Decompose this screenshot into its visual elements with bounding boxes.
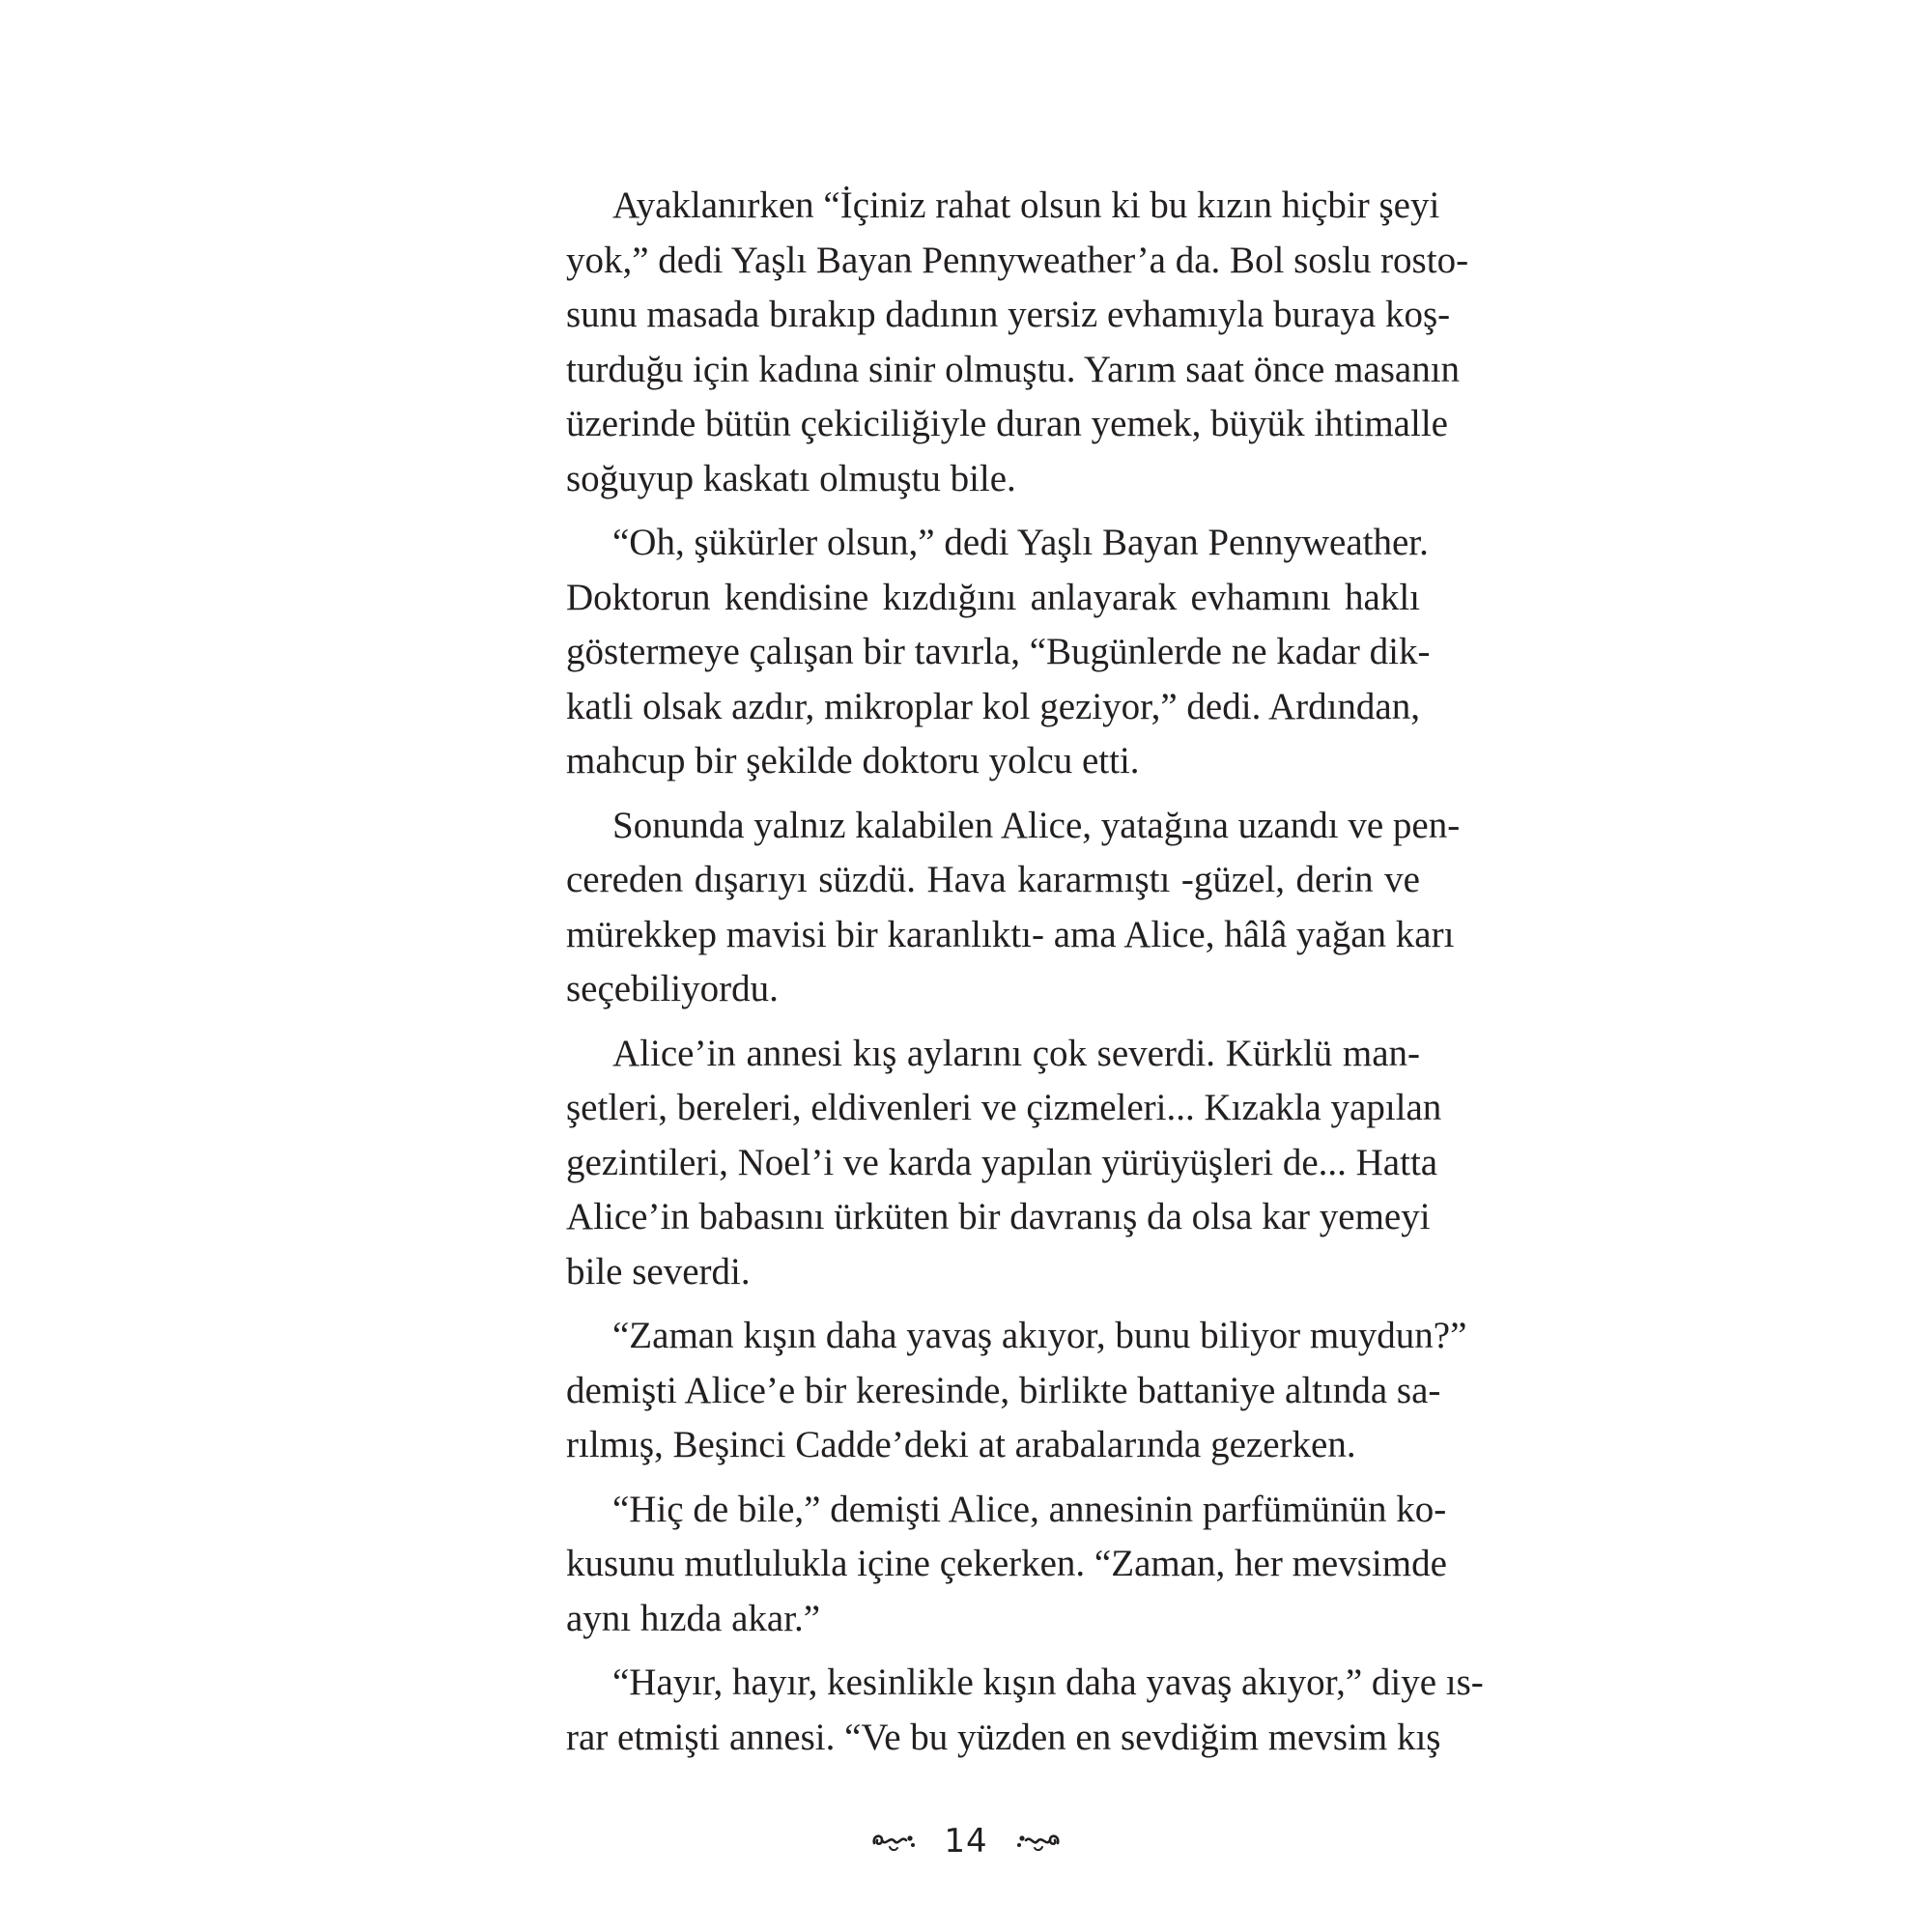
text-line: göstermeye çalışan bir tavırla, “Bugünlerde ne kadar dik- [566, 631, 1431, 672]
text-line: soğuyup kaskatı olmuştu bile. [566, 457, 1016, 499]
page-number: 14 [944, 1822, 988, 1861]
text-line: mahcup bir şekilde doktoru yolcu etti. [566, 740, 1140, 781]
left-flourish-icon [870, 1828, 917, 1855]
text-line: şetleri, bereleri, eldivenleri ve çizmeleri... Kızakla yapılan [566, 1087, 1442, 1128]
body-text [520, 179, 1484, 1775]
right-flourish-icon [1015, 1828, 1062, 1855]
text-line: seçebiliyordu. [566, 968, 779, 1009]
text-line: rar etmişti annesi. “Ve bu yüzden en sevdiğim mevsim kış [566, 1716, 1441, 1758]
paragraph [520, 179, 1469, 506]
paragraph [520, 516, 1431, 789]
paragraph [520, 1027, 1442, 1300]
text-line: rılmış, Beşinci Cadde’deki at arabalarında gezerken. [566, 1424, 1356, 1465]
paragraph [520, 1656, 1484, 1765]
text-line: Alice’in babasını ürküten bir davranış da olsa kar yemeyi [566, 1196, 1431, 1237]
text-line: bile severdi. [566, 1250, 751, 1293]
text-line: cereden dışarıyı süzdü. Hava kararmıştı -güzel, derin ve [566, 859, 1420, 900]
text-line: Sonunda yalnız kalabilen Alice, yatağına uzandı ve pen- [612, 804, 1461, 846]
text-line: yok,” dedi Yaşlı Bayan Pennyweather’a da. Bol soslu rosto- [566, 239, 1469, 281]
text-line: aynı hızda akar.” [566, 1597, 821, 1639]
paragraph [520, 1309, 1467, 1473]
text-line: gezintileri, Noel’i ve karda yapılan yürüyüşleri de... Hatta [566, 1141, 1438, 1183]
text-line: “Zaman kışın daha yavaş akıyor, bunu biliyor muydun?” [612, 1315, 1467, 1356]
text-line: “Oh, şükürler olsun,” dedi Yaşlı Bayan Pennyweather. [612, 522, 1429, 563]
text-line: “Hayır, hayır, kesinlikle kışın daha yavaş akıyor,” diye ıs- [612, 1662, 1484, 1703]
text-line: kusunu mutlulukla içine çekerken. “Zaman, her mevsimde [566, 1543, 1447, 1584]
paragraph [520, 1483, 1447, 1647]
text-line: katli olsak azdır, mikroplar kol geziyor,” dedi. Ardından, [566, 685, 1420, 727]
text-line: turduğu için kadına sinir olmuştu. Yarım saat önce masanın [566, 348, 1461, 390]
text-line: mürekkep mavisi bir karanlıktı- ama Alice, hâlâ yağan karı [566, 913, 1455, 955]
text-line: sunu masada bırakıp dadının yersiz evhamıyla buraya koş- [566, 294, 1451, 335]
text-line: üzerinde bütün çekiciliğiyle duran yemek, büyük ihtimalle [566, 403, 1448, 444]
text-line: Alice’in annesi kış aylarını çok severdi. Kürklü man- [612, 1032, 1420, 1074]
text-line: “Hiç de bile,” demişti Alice, annesinin parfümünün ko- [612, 1488, 1447, 1530]
text-line: demişti Alice’e bir keresinde, birlikte battaniye altında sa- [566, 1369, 1441, 1411]
paragraph [520, 799, 1461, 1017]
text-line: Ayaklanırken “İçiniz rahat olsun ki bu kızın hiçbir şeyi [612, 185, 1440, 226]
page-footer [0, 1812, 1932, 1870]
text-line: Doktorun kendisine kızdığını anlayarak evhamını haklı [566, 576, 1420, 618]
